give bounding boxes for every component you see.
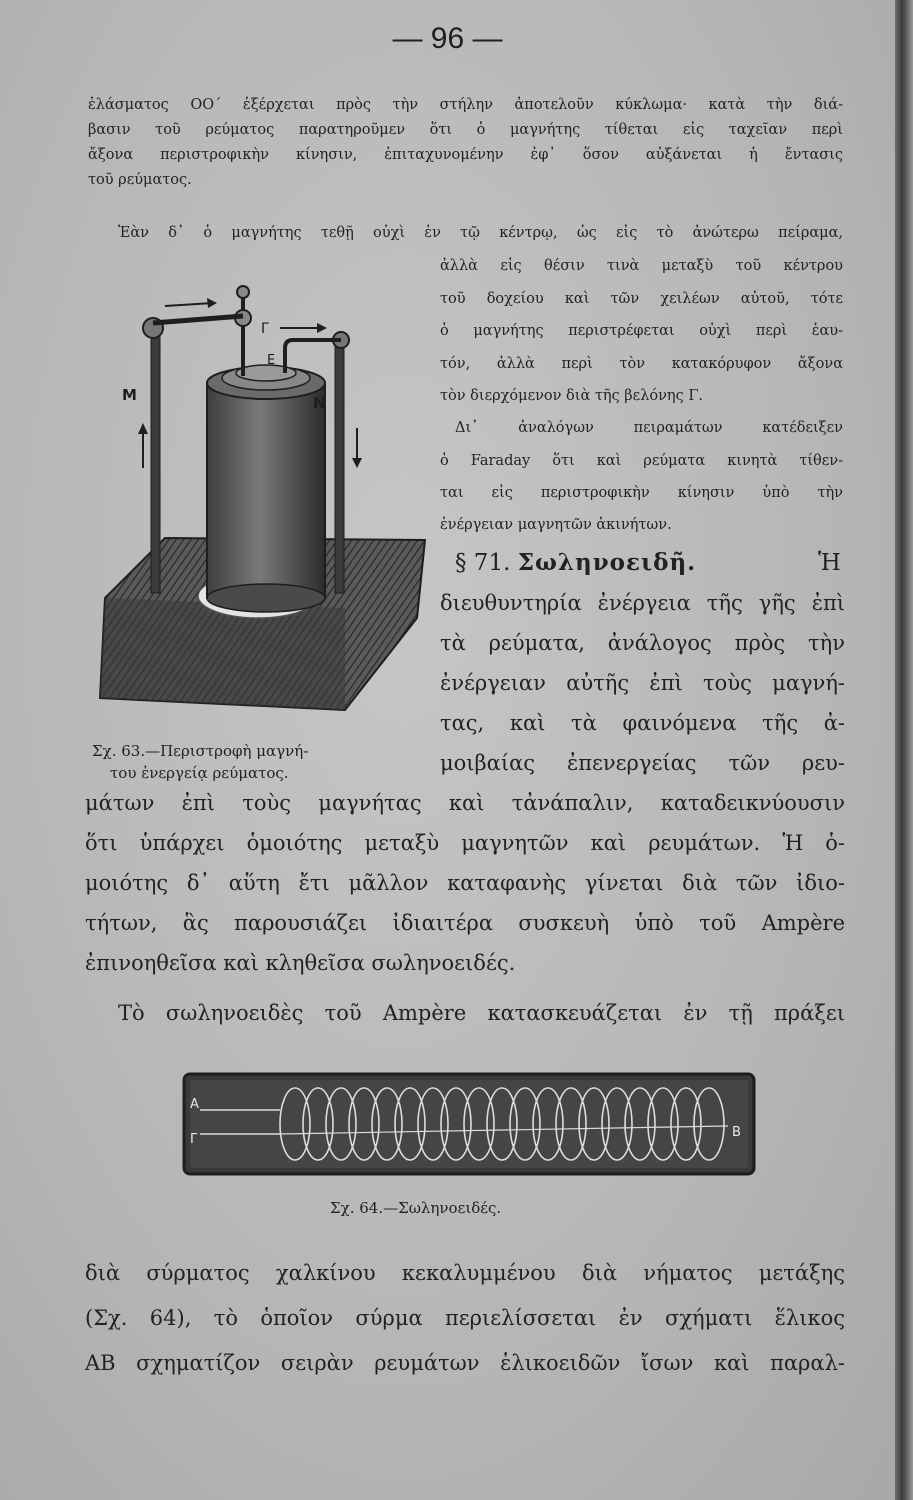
section-title: Σωληνοειδῆ. <box>517 549 697 576</box>
figure-label-n: Ν <box>313 394 326 412</box>
figure-label-m: Μ <box>122 386 137 404</box>
figure-label-gamma: Γ <box>261 321 269 337</box>
figure-label-epsilon: Ε <box>267 353 276 368</box>
section-number: § 71. <box>455 550 511 576</box>
section-header <box>455 543 696 583</box>
text-line: τοῦ δοχείου καὶ τῶν χειλέων αὐτοῦ, τότε <box>440 291 843 307</box>
text-line: ὁ μαγνήτης περιστρέφεται οὐχὶ περὶ ἑαυ- <box>440 323 843 339</box>
figure-label-b: Β <box>732 1125 741 1140</box>
text-line: τὰ ρεύματα, ἀνάλογος πρὸς τὴν <box>440 631 845 655</box>
figure-63-caption-line: του ἐνεργείᾳ ρεύματος. <box>110 764 289 782</box>
figure-63-caption-line: Σχ. 63.—Περιστροφὴ μαγνή- <box>92 742 309 760</box>
text-line: ἐνέργειαν αὐτῆς ἐπὶ τοὺς μαγνή- <box>440 671 845 695</box>
text-line: ἐπινοηθεῖσα καὶ κληθεῖσα σωληνοειδές. <box>85 951 516 975</box>
text-line: μοιότης δ᾽ αὕτη ἔτι μᾶλλον καταφανὴς γίνεται διὰ τῶν ἰδιο- <box>85 871 845 895</box>
text-line: τήτων, ἃς παρουσιάζει ἰδιαιτέρα συσκευὴ ὑπὸ τοῦ Ampère <box>85 911 845 935</box>
text-line: τοῦ ρεύματος. <box>88 172 192 188</box>
text-line: Τὸ σωληνοειδὲς τοῦ Ampère κατασκευάζεται ἐν τῇ πράξει <box>118 1001 845 1025</box>
text-line: ἐλάσματος ΟΟ΄ ἐξέρχεται πρὸς τὴν στήλην ἀποτελοῦν κύκλωμα· κατὰ τὴν διά- <box>88 97 843 113</box>
text-line: τας, καὶ τὰ φαινόμενα τῆς ἀ- <box>440 711 845 735</box>
figure-label-a: Α <box>190 1097 199 1112</box>
text-line: ὅτι ὑπάρχει ὁμοιότης μεταξὺ μαγνητῶν καὶ ρευμάτων. Ἡ ὁ- <box>85 831 845 855</box>
text-line: Ἐὰν δ᾽ ὁ μαγνήτης τεθῇ οὐχὶ ἐν τῷ κέντρῳ, ὡς εἰς τὸ ἀνώτερω πείραμα, <box>118 225 843 241</box>
text-line: βασιν τοῦ ρεύματος παρατηροῦμεν ὅτι ὁ μαγνήτης τίθεται εἰς ταχεῖαν περὶ <box>88 122 843 138</box>
text-line: τὸν διερχόμενον διὰ τῆς βελόνης Γ. <box>440 388 704 404</box>
text-line: ται εἰς περιστροφικὴν κίνησιν ὑπὸ τὴν <box>440 485 843 501</box>
figure-64-solenoid <box>180 1068 758 1183</box>
text-line: ἄξονα περιστροφικὴν κίνησιν, ἐπιταχυνομένην ἐφ᾽ ὅσον αὐξάνεται ἡ ἔντασις <box>88 147 843 163</box>
text-line: μοιβαίας ἐπενεργείας τῶν ρευ- <box>440 751 845 775</box>
page-edge <box>895 0 913 1500</box>
text-line: Δι᾽ ἀναλόγων πειραμάτων κατέδειξεν <box>455 420 843 436</box>
text-line: (Σχ. 64), τὸ ὁποῖον σύρμα περιελίσσεται ἐν σχήματι ἕλικος <box>85 1306 845 1330</box>
text-line: μάτων ἐπὶ τοὺς μαγνήτας καὶ τἀνάπαλιν, καταδεικνύουσιν <box>85 791 845 815</box>
text-line: τόν, ἀλλὰ περὶ τὸν κατακόρυφον ἄξονα <box>440 356 843 372</box>
text-line: ΑΒ σχηματίζον σειρὰν ρευμάτων ἑλικοειδῶν ἴσων καὶ παραλ- <box>85 1351 845 1375</box>
figure-64-caption: Σχ. 64.—Σωληνοειδές. <box>330 1199 502 1217</box>
text-line: Ἡ <box>818 550 841 576</box>
figure-63-apparatus <box>95 278 440 718</box>
text-line: διευθυντηρία ἐνέργεια τῆς γῆς ἐπὶ <box>440 591 845 615</box>
text-line: διὰ σύρματος χαλκίνου κεκαλυμμένου διὰ νήματος μετάξης <box>85 1261 845 1285</box>
text-line: ὁ Faraday ὅτι καὶ ρεύματα κινητὰ τίθεν- <box>440 453 843 469</box>
text-line: ἐνέργειαν μαγνητῶν ἀκινήτων. <box>440 517 672 533</box>
figure-label-g: Γ <box>190 1132 198 1147</box>
text-line: ἀλλὰ εἰς θέσιν τινὰ μεταξὺ τοῦ κέντρου <box>440 258 843 274</box>
page-number: — 96 — <box>392 22 503 55</box>
